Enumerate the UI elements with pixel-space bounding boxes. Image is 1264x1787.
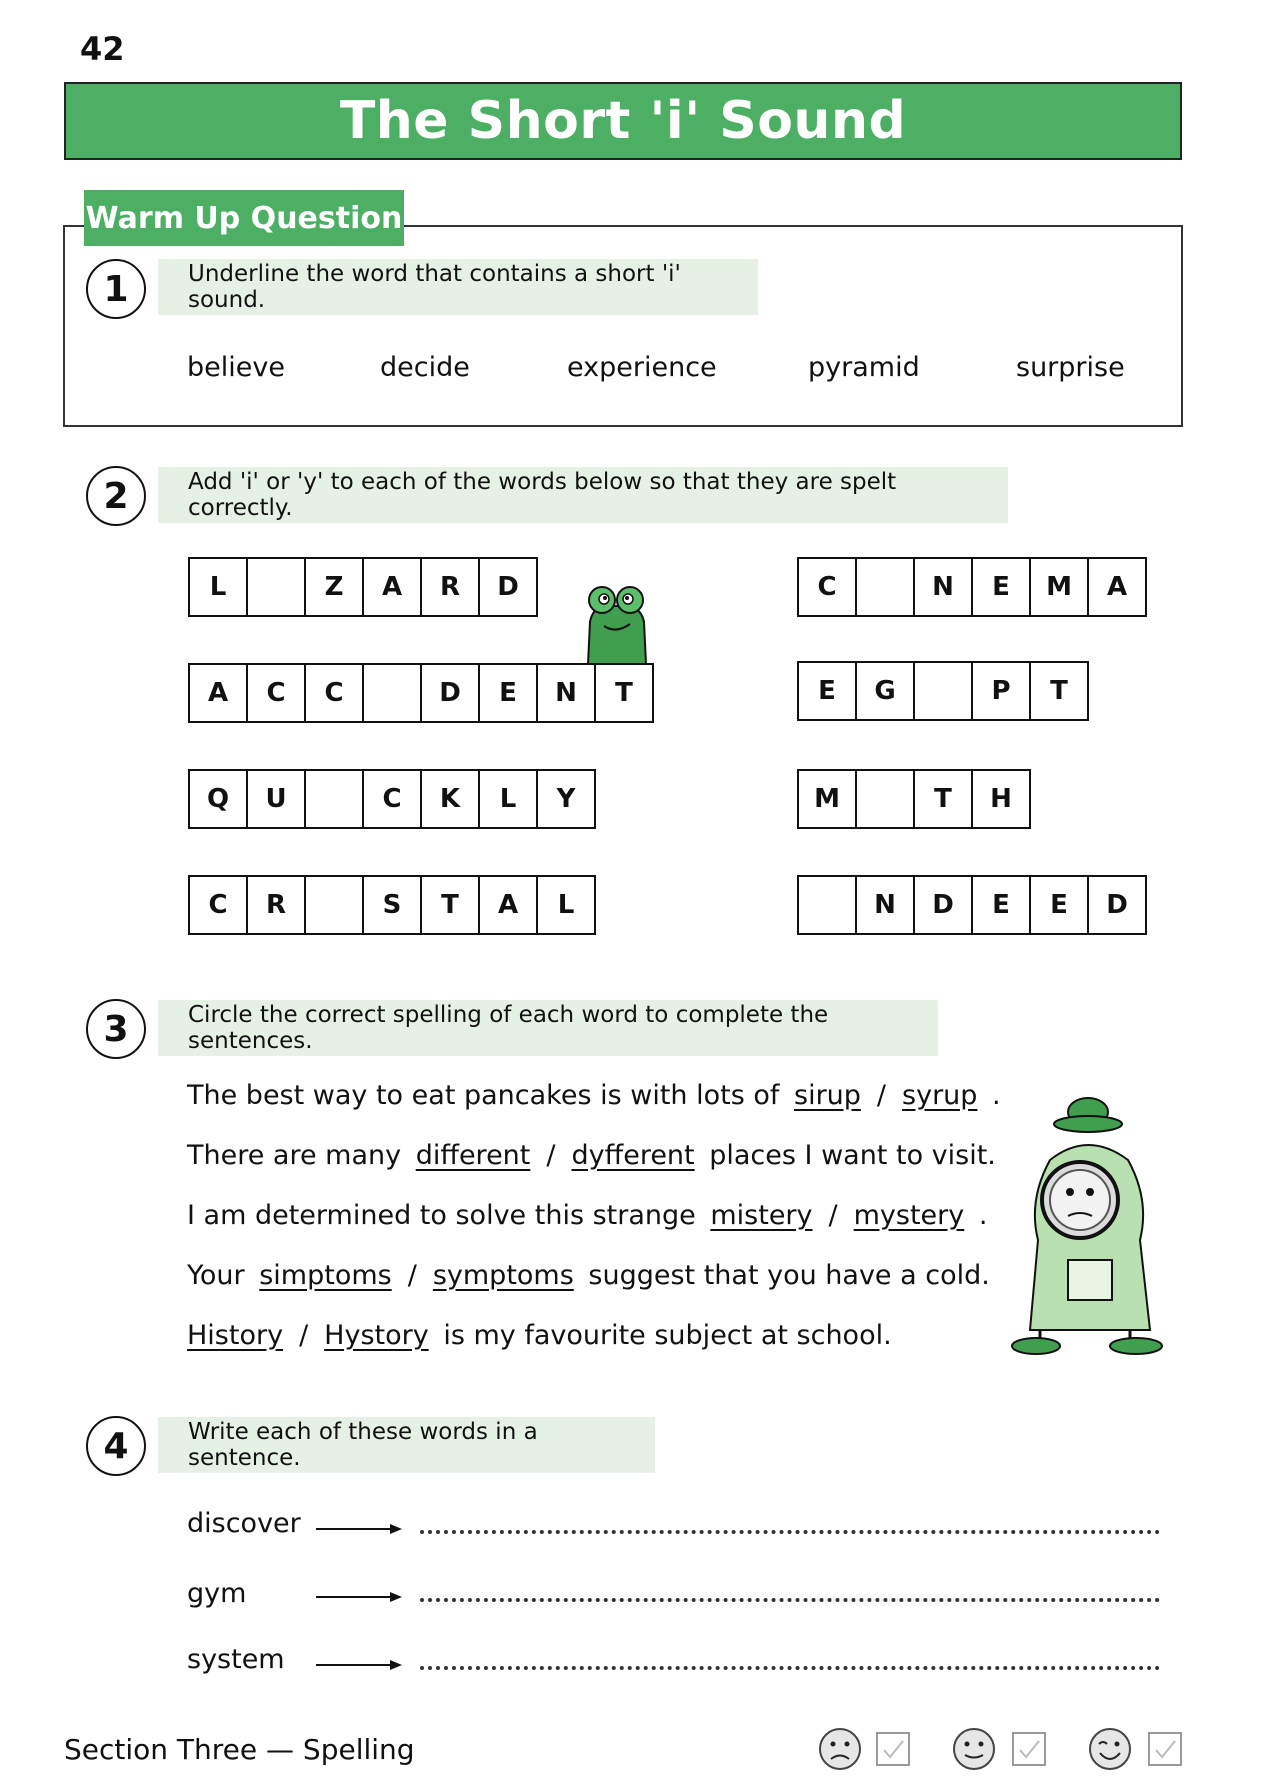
letter-cell: Z [304,557,364,617]
spelling-option[interactable]: History [187,1320,284,1351]
confidence-checkbox[interactable] [876,1732,910,1766]
sentence-text: Your [187,1260,245,1291]
letter-cell: C [797,557,857,617]
title-banner [64,82,1182,160]
blank-cell[interactable] [304,769,364,829]
letter-cell: A [188,663,248,723]
sentence-4: Your simptoms / symptoms suggest that you have a cold. [187,1260,990,1291]
sentence-text: The best way to eat pancakes is with lots of [187,1080,780,1111]
letter-cell: M [797,769,857,829]
letter-cell: D [913,875,973,935]
letter-cell: T [420,875,480,935]
letter-cell: U [246,769,306,829]
word-option[interactable]: surprise [1016,352,1125,383]
word-grid-accident [188,663,654,723]
sentence-text: suggest that you have a cold. [588,1260,990,1291]
letter-cell: A [478,875,538,935]
word-grid-quickly [188,769,596,829]
letter-cell: E [478,663,538,723]
arrow-right-icon [316,1522,402,1536]
word-option[interactable]: decide [380,352,470,383]
blank-cell[interactable] [246,557,306,617]
letter-cell: L [188,557,248,617]
blank-cell[interactable] [913,661,973,721]
frog-illustration [578,582,654,664]
letter-cell: R [420,557,480,617]
tick-icon [878,1734,908,1764]
word-grid-indeed [797,875,1147,935]
q4-word: discover [187,1508,301,1539]
spelling-option[interactable]: different [415,1140,531,1171]
happy-face-icon [1088,1727,1132,1771]
letter-cell: H [971,769,1031,829]
spelling-option[interactable]: mystery [853,1200,965,1231]
page-title: The Short 'i' Sound [339,91,907,151]
spelling-option[interactable]: sirup [794,1080,861,1111]
letter-cell: T [913,769,973,829]
q4-word: gym [187,1578,247,1609]
letter-cell: E [1029,875,1089,935]
letter-cell: D [1087,875,1147,935]
question-1-instruction: Underline the word that contains a short 'i' sound. [158,259,758,315]
letter-cell: C [304,663,364,723]
letter-cell: G [855,661,915,721]
warm-up-tab: Warm Up Question [84,190,404,246]
question-number-4: 4 [86,1416,146,1476]
blank-cell[interactable] [855,769,915,829]
letter-cell: R [246,875,306,935]
word-option[interactable]: pyramid [808,352,920,383]
letter-cell: D [420,663,480,723]
letter-cell: S [362,875,422,935]
word-option[interactable]: believe [187,352,285,383]
blank-cell[interactable] [855,557,915,617]
confidence-checkbox[interactable] [1012,1732,1046,1766]
question-3-instruction: Circle the correct spelling of each word to complete the sentences. [158,1000,938,1056]
word-grid-crystal [188,875,596,935]
question-4-instruction: Write each of these words in a sentence. [158,1417,655,1473]
letter-cell: Q [188,769,248,829]
blank-cell[interactable] [797,875,857,935]
sentence-text: is my favourite subject at school. [443,1320,892,1351]
letter-cell: M [1029,557,1089,617]
letter-cell: D [478,557,538,617]
spelling-option[interactable]: dyfferent [571,1140,695,1171]
answer-line[interactable] [420,1598,1160,1602]
spelling-option[interactable]: mistery [710,1200,813,1231]
neutral-face-icon [952,1727,996,1771]
letter-cell: Y [536,769,596,829]
letter-cell: A [1087,557,1147,617]
question-2-instruction: Add 'i' or 'y' to each of the words below so that they are spelt correctly. [158,467,1008,523]
blank-cell[interactable] [362,663,422,723]
letter-cell: T [1029,661,1089,721]
letter-cell: E [971,557,1031,617]
letter-cell: N [855,875,915,935]
letter-cell: C [188,875,248,935]
letter-cell: A [362,557,422,617]
spelling-option[interactable]: symptoms [432,1260,574,1291]
letter-cell: N [913,557,973,617]
confidence-checkbox[interactable] [1148,1732,1182,1766]
arrow-right-icon [316,1590,402,1604]
word-grid-egypt [797,661,1089,721]
sentence-text: places I want to visit. [709,1140,996,1171]
letter-cell: P [971,661,1031,721]
sentence-3: I am determined to solve this strange mistery / mystery . [187,1200,988,1231]
spelling-option[interactable]: syrup [902,1080,978,1111]
arrow-right-icon [316,1658,402,1672]
sentence-text: . [992,1080,1001,1111]
letter-cell: N [536,663,596,723]
answer-line[interactable] [420,1666,1160,1670]
blank-cell[interactable] [304,875,364,935]
sad-face-icon [818,1727,862,1771]
question-number-1: 1 [86,259,146,319]
letter-cell: L [478,769,538,829]
page-number: 42 [80,30,125,68]
word-grid-lizard [188,557,538,617]
word-option[interactable]: experience [567,352,717,383]
footer-section-label: Section Three — Spelling [64,1733,415,1766]
word-grid-myth [797,769,1031,829]
letter-cell: T [594,663,654,723]
letter-cell: C [362,769,422,829]
sentence-2: There are many different / dyfferent places I want to visit. [187,1140,996,1171]
sentence-text: There are many [187,1140,402,1171]
letter-cell: E [797,661,857,721]
sentence-text: I am determined to solve this strange [187,1200,696,1231]
warm-up-box [63,225,1183,427]
sentence-1: The best way to eat pancakes is with lots of sirup / syrup . [187,1080,1001,1111]
sentence-text: . [978,1200,988,1231]
answer-line[interactable] [420,1530,1160,1534]
tick-icon [1150,1734,1180,1764]
word-grid-cinema [797,557,1147,617]
q4-word: system [187,1644,285,1675]
tick-icon [1014,1734,1044,1764]
letter-cell: K [420,769,480,829]
spelling-option[interactable]: simptoms [259,1260,392,1291]
sentence-5: History / Hystory is my favourite subject at school. [187,1320,892,1351]
spelling-option[interactable]: Hystory [324,1320,429,1351]
letter-cell: E [971,875,1031,935]
letter-cell: C [246,663,306,723]
question-number-2: 2 [86,466,146,526]
question-number-3: 3 [86,999,146,1059]
letter-cell: L [536,875,596,935]
detective-illustration [1010,1090,1170,1358]
